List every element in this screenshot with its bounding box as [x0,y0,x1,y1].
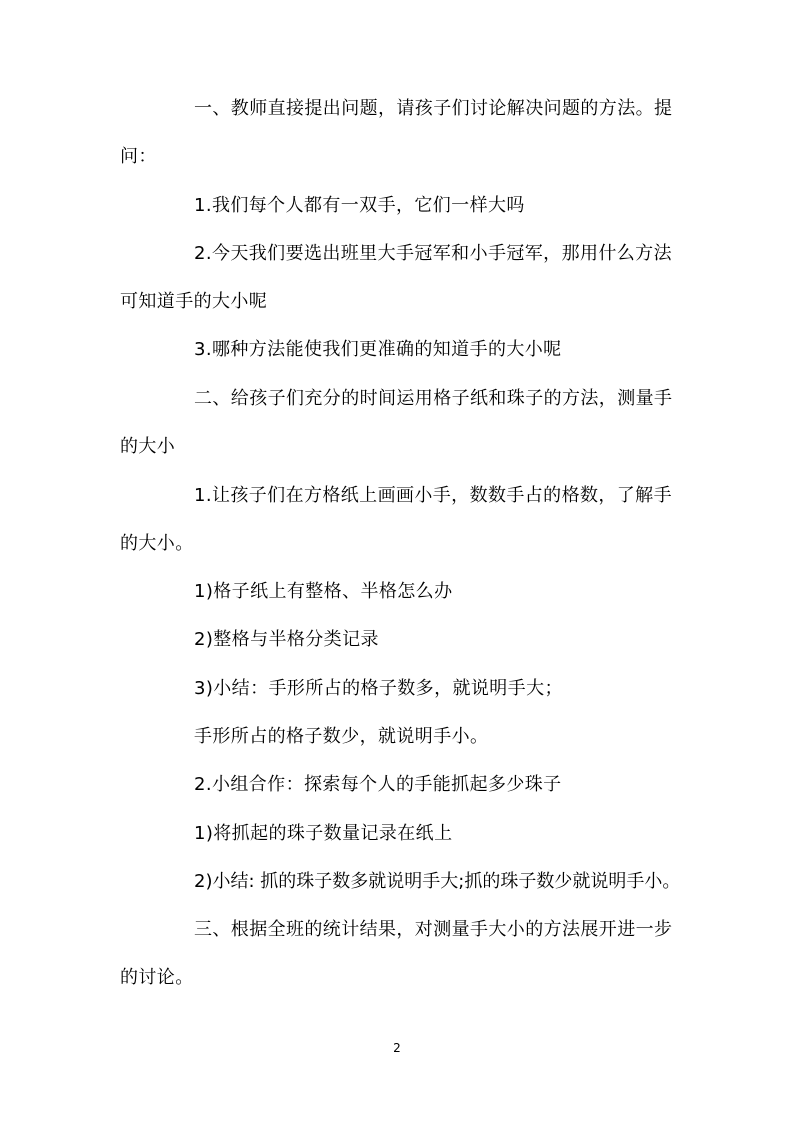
sub-item-2-2: 2)小结: 抓的珠子数多就说明手大;抓的珠子数少就说明手小。 [194,871,681,892]
paragraph-section-3-heading-cont: 的讨论。 [120,967,194,988]
activity-item-1-cont: 的大小。 [120,533,194,554]
sub-item-3: 3)小结：手形所占的格子数多，就说明手大； [194,678,563,699]
sub-item-2-1: 1)将抓起的珠子数量记录在纸上 [194,823,453,844]
question-item-3: 3.哪种方法能使我们更准确的知道手的大小呢 [194,339,562,360]
sub-item-1: 1)格子纸上有整格、半格怎么办 [194,581,453,602]
sub-item-3-cont: 手形所占的格子数少，就说明手小。 [194,726,489,747]
question-item-2-cont: 可知道手的大小呢 [120,291,268,312]
sub-item-2: 2)整格与半格分类记录 [194,629,379,650]
activity-item-1: 1.让孩子们在方格纸上画画小手，数数手占的格数，了解手 [194,485,672,506]
paragraph-section-1-heading: 一、教师直接提出问题，请孩子们讨论解决问题的方法。提 [194,98,673,119]
paragraph-section-3-heading: 三、根据全班的统计结果，对测量手大小的方法展开进一步 [194,919,673,940]
paragraph-section-2-heading-cont: 的大小 [120,436,176,457]
question-item-1: 1.我们每个人都有一双手，它们一样大吗 [194,195,525,216]
question-item-2: 2.今天我们要选出班里大手冠军和小手冠军，那用什么方法 [194,243,672,264]
page-number: 2 [393,1041,401,1055]
paragraph-section-2-heading: 二、给孩子们充分的时间运用格子纸和珠子的方法，测量手 [194,388,673,409]
activity-item-2: 2.小组合作：探索每个人的手能抓起多少珠子 [194,774,562,795]
paragraph-section-1-heading-cont: 问： [120,146,157,167]
